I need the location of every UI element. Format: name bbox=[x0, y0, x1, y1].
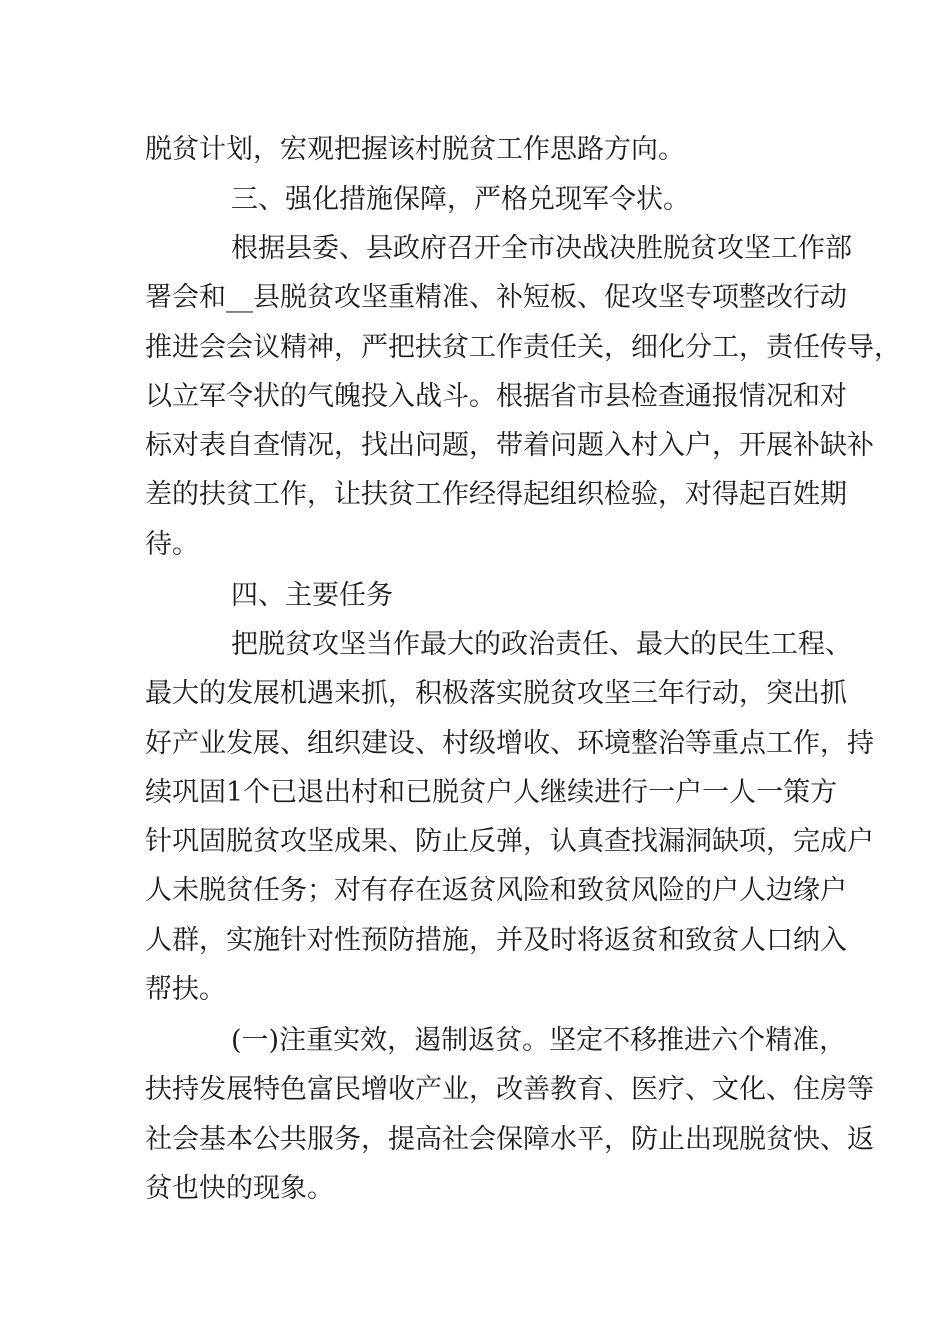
text-line: 好产业发展、组织建设、村级增收、环境整治等重点工作，持 bbox=[145, 728, 874, 759]
text-line: 脱贫计划，宏观把握该村脱贫工作思路方向。 bbox=[145, 134, 685, 165]
text-line: 人未脱贫任务；对有存在返贫风险和致贫风险的户人边缘户 bbox=[145, 875, 847, 906]
text-line: 贫也快的现象。 bbox=[145, 1173, 334, 1204]
text-line: 帮扶。 bbox=[145, 974, 226, 1005]
text-line: 根据县委、县政府召开全市决战决胜脱贫攻坚工作部 bbox=[231, 233, 852, 264]
section-heading: 三、强化措施保障，严格兑现军令状。 bbox=[231, 184, 690, 215]
text-line: 署会和__县脱贫攻坚重精准、补短板、促攻坚专项整改行动 bbox=[145, 282, 847, 313]
text-line: 扶持发展特色富民增收产业，改善教育、医疗、文化、住房等 bbox=[145, 1074, 874, 1105]
text-line: 标对表自查情况，找出问题，带着问题入村入户，开展补缺补 bbox=[145, 430, 874, 461]
text-line: 以立军令状的气魄投入战斗。根据省市县检查通报情况和对 bbox=[145, 381, 847, 412]
text-line: 续巩固1个已退出村和已脱贫户人继续进行一户一人一策方 bbox=[145, 777, 838, 808]
text-line: 社会基本公共服务，提高社会保障水平，防止出现脱贫快、返 bbox=[145, 1124, 874, 1155]
text-line: 把脱贫攻坚当作最大的政治责任、最大的民生工程、 bbox=[231, 629, 852, 660]
subsection-heading: (一)注重实效，遏制返贫。坚定不移推进六个精准， bbox=[231, 1025, 847, 1056]
text-line: 最大的发展机遇来抓，积极落实脱贫攻坚三年行动，突出抓 bbox=[145, 678, 847, 709]
section-heading: 四、主要任务 bbox=[231, 580, 393, 611]
text-line: 差的扶贫工作，让扶贫工作经得起组织检验，对得起百姓期 bbox=[145, 479, 847, 510]
text-line: 人群，实施针对性预防措施，并及时将返贫和致贫人口纳入 bbox=[145, 925, 847, 956]
text-line: 推进会会议精神，严把扶贫工作责任关，细化分工，责任传导， bbox=[145, 332, 901, 363]
text-line: 待。 bbox=[145, 529, 199, 560]
text-line: 针巩固脱贫攻坚成果、防止反弹，认真查找漏洞缺项，完成户 bbox=[145, 826, 874, 857]
